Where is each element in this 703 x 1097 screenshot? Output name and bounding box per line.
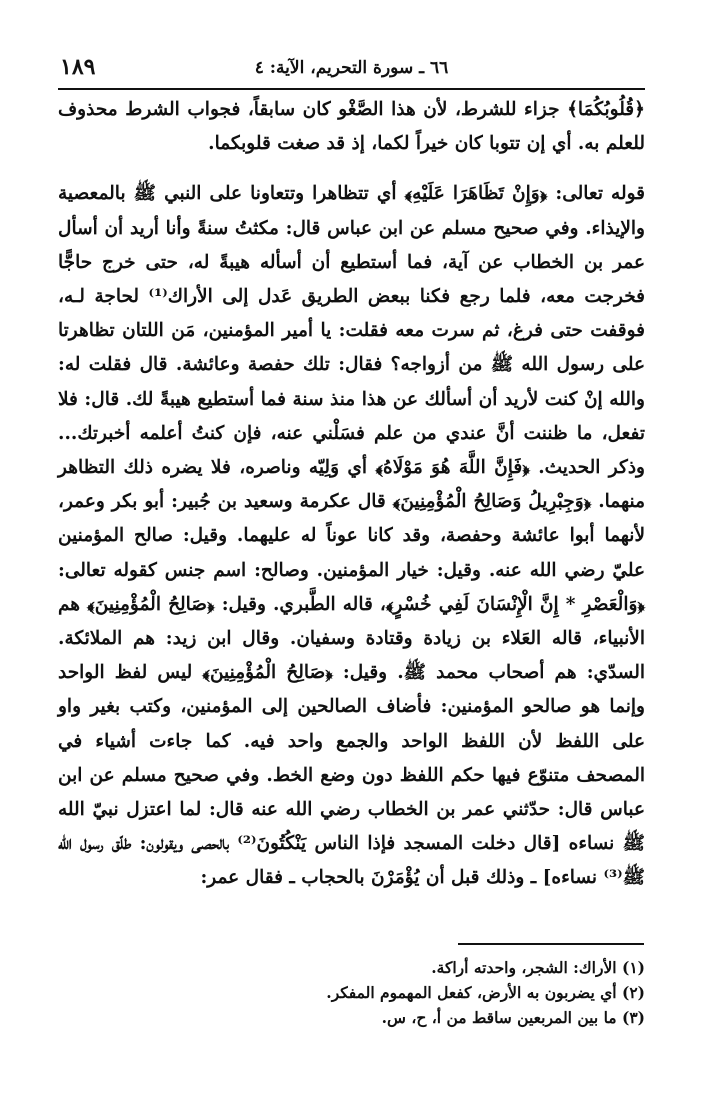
footnote-rule bbox=[458, 943, 644, 945]
header-rule bbox=[58, 88, 645, 90]
page-number: ١٨٩ bbox=[60, 54, 96, 80]
footnote-2: (٢) أي يضربون به الأرض، كفعل المهموم المفكر. bbox=[326, 983, 645, 1002]
paragraph-2: قوله تعالى: ﴿وَإِنْ تَظَاهَرَا عَلَيْهِ﴾ أي تتظاهرا وتتعاونا على النبي ﷺ بالمعصية والإيذاء. وفي صحيح مسلم عن ابن عباس قال: مكثتُ سنةً وأنا أريد أن أسأل عمر بن الخطاب عن آية، فما أستطيع أن أسأله هيبةً له، حتى خرج حاجًّا فخرجت معه، فلما رجع فكنا ببعض الطريق عَدل إلى الأراك⁽¹⁾ لحاجة لـه، فوقفت حتى فرغ، ثم سرت معه فقلت: يا أمير المؤمنين، مَن اللتان تظاهرتا على رسول الله ﷺ من أزواجه؟ فقال: تلك حفصة وعائشة. قال فقلت له: والله إنْ كنت لأريد أن أسألك عن هذا منذ سنة فما أستطيع هيبةً لك. قال: فلا تفعل، ما ظننت أنَّ عندي من علم فسَلْني عنه، فإن كنتُ أعلمه أخبرتك... وذكر الحديث. ﴿فَإِنَّ اللَّهَ هُوَ مَوْلَاهُ﴾ أي وَلِيّه وناصره، فلا يضره ذلك التظاهر منهما. ﴿وَجِبْرِيلُ وَصَالِحُ الْمُؤْمِنِينَ﴾ قال عكرمة وسعيد بن جُبير: أبو بكر وعمر، لأنهما أبوا عائشة وحفصة، وقد كانا عوناً له عليهما. وقيل: صالح المؤمنين عليّ رضي الله عنه. وقيل: خيار المؤمنين. وصالح: اسم جنس كقوله تعالى: ﴿وَالْعَصْرِ * إِنَّ الْإِنْسَانَ لَفِي خُسْرٍ﴾، قاله الطَّبري. وقيل: ﴿صَالِحُ الْمُؤْمِنِينَ﴾ هم الأنبياء، قاله العَلاء بن زيادة وقتادة وسفيان. وقال ابن زيد: هم الملائكة. السدّي: هم أصحاب محمد ﷺ. وقيل: ﴿صَالِحُ الْمُؤْمِنِينَ﴾ ليس لفظ الواحد وإنما هو صالحو المؤمنين: فأضاف الصالحين إلى المؤمنين، وكتب بغير واو على اللفظ لأن اللفظ الواحد والجمع واحد فيه. كما جاءت أشياء في المصحف متنوّع فيها حكم اللفظ دون وضع الخط. وفي صحيح مسلم عن ابن عباس قال: حدّثني عمر بن الخطاب رضي الله عنه قال: لما اعتزل نبيّ الله ﷺ نساءه [قال دخلت المسجد فإذا الناس يَنْكُتُونَ⁽²⁾ بالحصى ويقولون: طلّق رسول الله ﷺ⁽³⁾ نساءه] ـ وذلك قبل أن يُؤْمَرْنَ بالحجاب ـ فقال عمر: bbox=[58, 183, 645, 889]
main-text bbox=[58, 93, 645, 896]
paragraph-1: ﴿قُلُوبُكُمَا﴾ جزاء للشرط، لأن هذا الصَّغْو كان سابقاً، فجواب الشرط محذوف للعلم به. أي إن تتوبا كان خيراً لكما، إذ قد صغت قلوبكما. bbox=[58, 99, 645, 155]
footnote-3: (٣) ما بين المربعين ساقط من أ، ح، س. bbox=[381, 1008, 645, 1027]
page-header bbox=[58, 52, 645, 92]
footnote-1: (١) الأراك: الشجر، واحدته أراكة. bbox=[431, 958, 645, 977]
footnotes bbox=[58, 955, 645, 1030]
running-head: ٦٦ ـ سورة التحريم، الآية: ٤ bbox=[254, 58, 449, 78]
